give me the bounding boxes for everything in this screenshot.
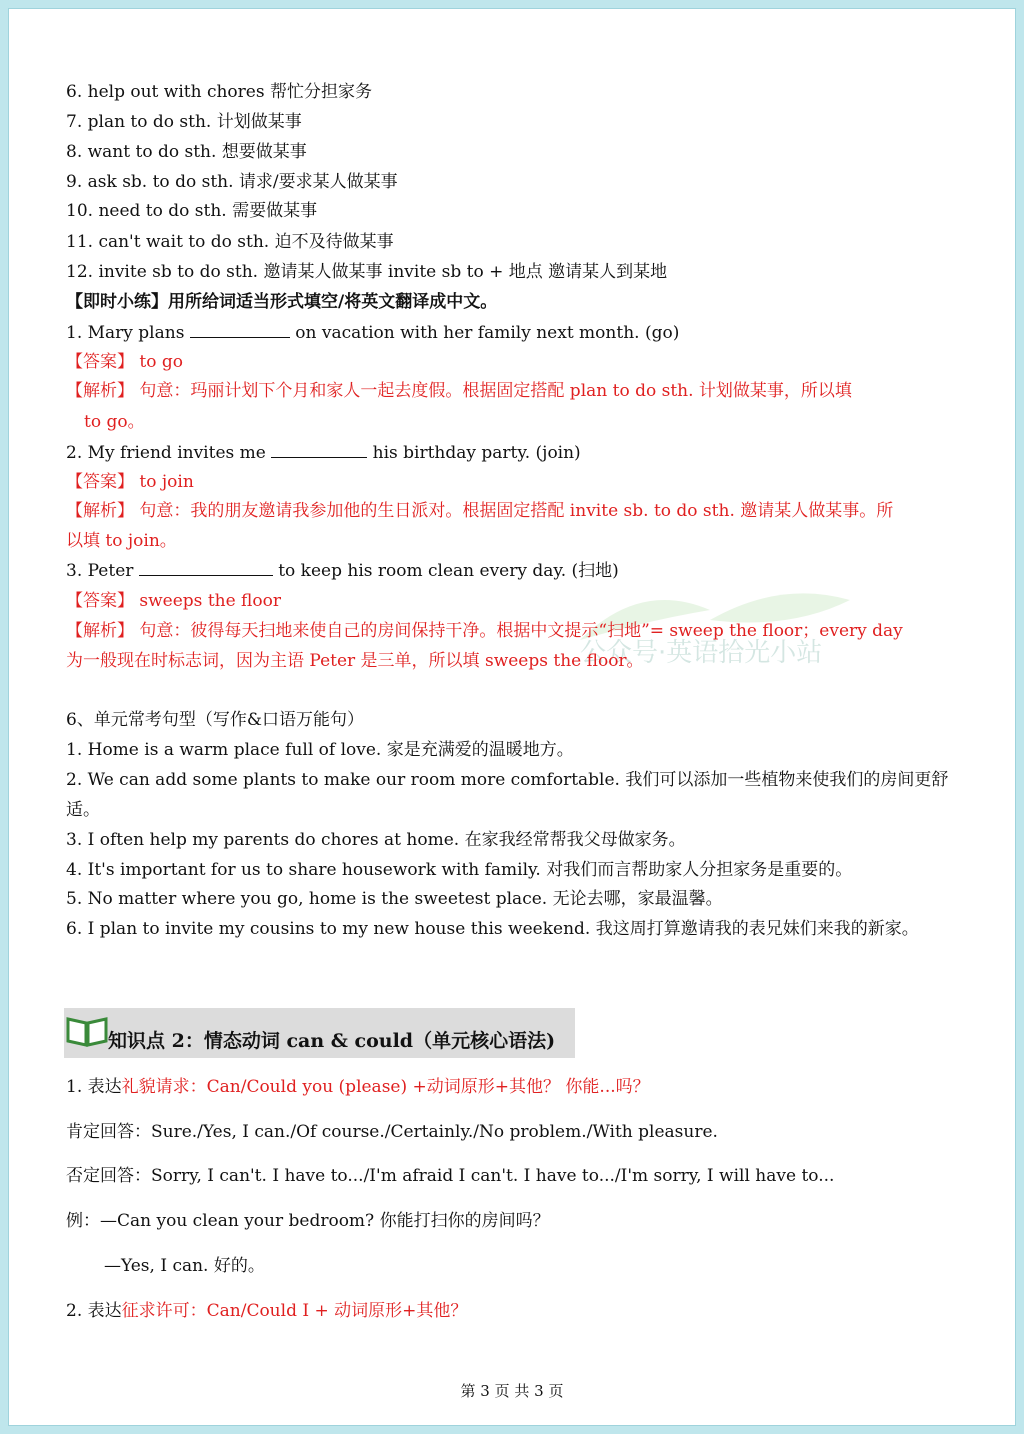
answer-2: 【答案】 to join [66, 472, 194, 492]
watermark-text: 公众号·英语拾光小站 [580, 638, 823, 668]
practice-header: 【即时小练】用所给词适当形式填空/将英文翻译成中文。 [66, 292, 498, 312]
section-title: 6、单元常考句型（写作&口语万能句） [66, 710, 364, 730]
explanation-2-cont: 以填 to join。 [66, 531, 177, 551]
sentence-item: 5. No matter where you go, home is the sweetest place. 无论去哪，家最温馨。 [66, 889, 723, 909]
phrase-item: 10. need to do sth. 需要做某事 [66, 201, 318, 221]
phrase-item: 9. ask sb. to do sth. 请求/要求某人做某事 [66, 172, 398, 192]
explanation-1-cont: to go。 [84, 412, 145, 432]
explanation-3-cont: 为一般现在时标志词，因为主语 Peter 是三单，所以填 sweeps the floor。 [66, 651, 644, 671]
phrase-item: 12. invite sb to do sth. 邀请某人做某事 invite sb to + 地点 邀请某人到某地 [66, 262, 668, 282]
phrase-item: 6. help out with chores 帮忙分担家务 [66, 82, 372, 102]
example-answer: —Yes, I can. 好的。 [104, 1256, 265, 1276]
question-2: 2. My friend invites me his birthday party. (join) [66, 443, 581, 463]
explanation-3: 【解析】 句意：彼得每天扫地来使自己的房间保持干净。根据中文提示“扫地”= sweep the floor；every day [66, 621, 903, 641]
sentence-item: 6. I plan to invite my cousins to my new house this weekend. 我这周打算邀请我的表兄妹们来我的新家。 [66, 919, 919, 939]
phrase-item: 7. plan to do sth. 计划做某事 [66, 112, 302, 132]
usage-1: 1. 表达礼貌请求：Can/Could you (please) +动词原形+其他？ 你能...吗？ [66, 1077, 650, 1097]
sentence-item: 1. Home is a warm place full of love. 家是充满爱的温暖地方。 [66, 740, 574, 760]
positive-answers: 肯定回答：Sure./Yes, I can./Of course./Certainly./No problem./With pleasure. [66, 1122, 718, 1142]
sentence-item: 2. We can add some plants to make our room more comfortable. 我们可以添加一些植物来使我们的房间更舒 [66, 770, 949, 790]
answer-1: 【答案】 to go [66, 352, 183, 372]
explanation-2: 【解析】 句意：我的朋友邀请我参加他的生日派对。根据固定搭配 invite sb. to do sth. 邀请某人做某事。所 [66, 501, 894, 521]
phrase-item: 8. want to do sth. 想要做某事 [66, 142, 307, 162]
sentence-item: 3. I often help my parents do chores at home. 在家我经常帮我父母做家务。 [66, 830, 686, 850]
answer-3: 【答案】 sweeps the floor [66, 591, 281, 611]
knowledge-title: 知识点 2：情态动词 can & could（单元核心语法) [108, 1030, 556, 1052]
open-book-icon [66, 1013, 108, 1047]
usage-2: 2. 表达征求许可：Can/Could I + 动词原形+其他？ [66, 1301, 468, 1321]
sentence-item: 4. It's important for us to share housework with family. 对我们而言帮助家人分担家务是重要的。 [66, 860, 853, 880]
sentence-item-cont: 适。 [66, 800, 100, 820]
phrase-item: 11. can't wait to do sth. 迫不及待做某事 [66, 232, 394, 252]
example-question: 例：—Can you clean your bedroom? 你能打扫你的房间吗？ [66, 1211, 550, 1231]
negative-answers: 否定回答：Sorry, I can't. I have to.../I'm afraid I can't. I have to.../I'm sorry, I will have to... [66, 1166, 835, 1186]
page-footer: 第 3 页 共 3 页 [460, 1382, 564, 1400]
question-1: 1. Mary plans on vacation with her family next month. (go) [66, 323, 680, 343]
question-3: 3. Peter to keep his room clean every day. (扫地) [66, 561, 619, 581]
explanation-1: 【解析】 句意：玛丽计划下个月和家人一起去度假。根据固定搭配 plan to do sth. 计划做某事，所以填 [66, 381, 852, 401]
